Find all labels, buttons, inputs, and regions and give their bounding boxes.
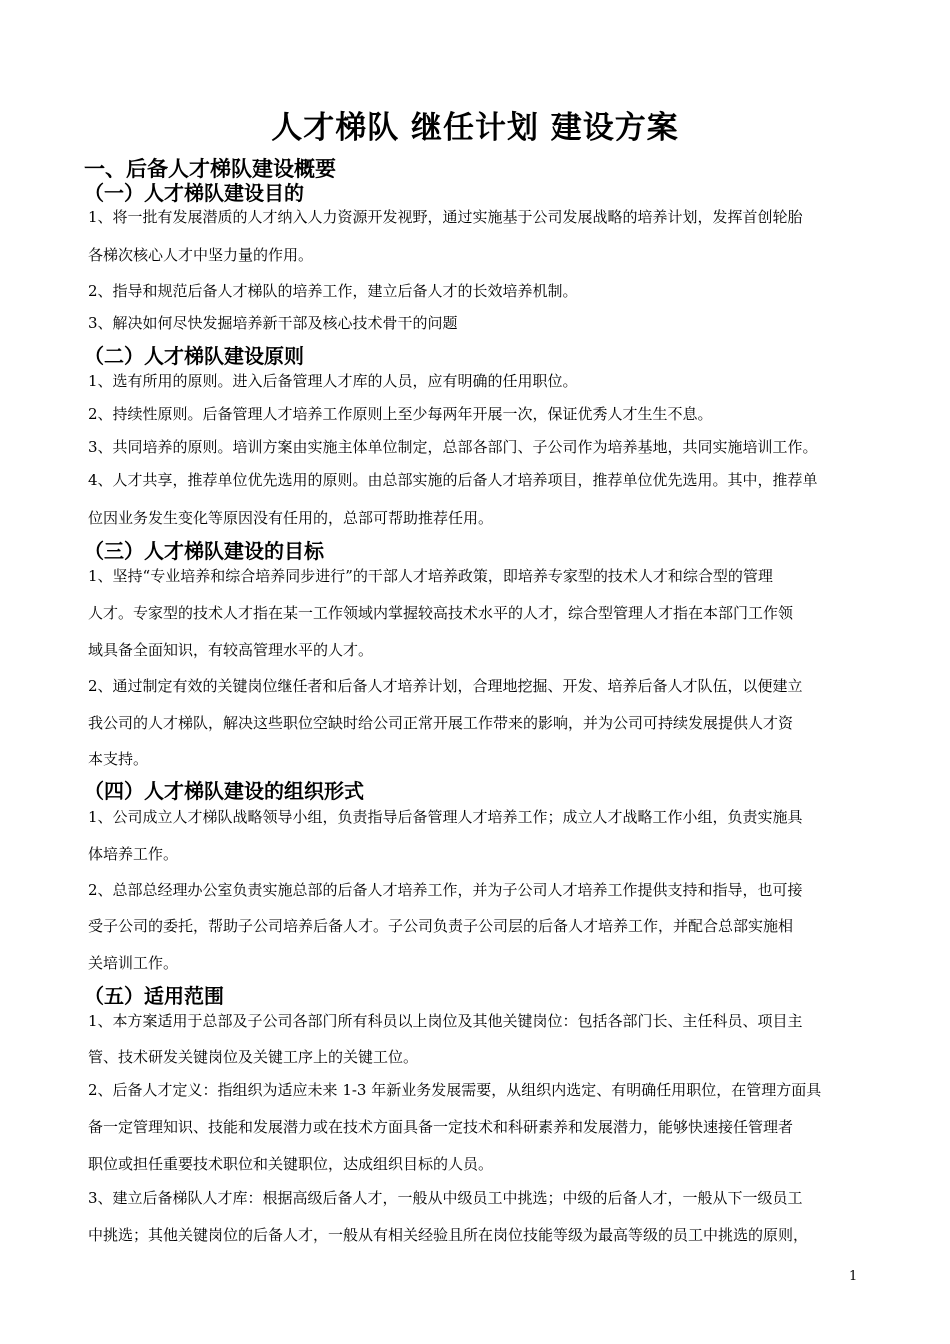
subsection-heading-scope: （五）适用范围 [84, 984, 224, 1008]
subsection-heading-organization: （四）人才梯队建设的组织形式 [84, 779, 364, 803]
paragraph-line: 2、总部总经理办公室负责实施总部的后备人才培养工作，并为子公司人才培养工作提供支持和指导，也可接 [88, 881, 803, 899]
paragraph-line: 各梯次核心人才中坚力量的作用。 [88, 246, 314, 264]
subsection-heading-principles: （二）人才梯队建设原则 [84, 344, 304, 368]
paragraph-line: 位因业务发生变化等原因没有任用的，总部可帮助推荐任用。 [88, 509, 494, 527]
section-heading-overview: 一、后备人才梯队建设概要 [84, 156, 336, 181]
paragraph-line: 1、选有所用的原则。进入后备管理人才库的人员，应有明确的任用职位。 [88, 372, 578, 390]
paragraph-line: 人才。专家型的技术人才指在某一工作领域内掌握较高技术水平的人才，综合型管理人才指在本部门工作领 [88, 604, 794, 622]
paragraph-line: 职位或担任重要技术职位和关键职位，达成组织目标的人员。 [88, 1155, 494, 1173]
paragraph-line: 关培训工作。 [88, 954, 179, 972]
paragraph-line: 3、共同培养的原则。培训方案由实施主体单位制定，总部各部门、子公司作为培养基地，共同实施培训工作。 [88, 438, 818, 456]
paragraph-line: 1、坚持“专业培养和综合培养同步进行”的干部人才培养政策，即培养专家型的技术人才和综合型的管理 [88, 567, 773, 585]
subsection-heading-goals: （三）人才梯队建设的目标 [84, 539, 324, 563]
paragraph-line: 域具备全面知识，有较高管理水平的人才。 [88, 641, 374, 659]
paragraph-line: 中挑选；其他关键岗位的后备人才，一般从有相关经验且所在岗位技能等级为最高等级的员工中挑选的原则， [88, 1226, 809, 1244]
paragraph-line: 3、建立后备梯队人才库：根据高级后备人才，一般从中级员工中挑选；中级的后备人才，一般从下一级员工 [88, 1189, 803, 1207]
page-number: 1 [849, 1269, 858, 1284]
paragraph-line: 2、持续性原则。后备管理人才培养工作原则上至少每两年开展一次，保证优秀人才生生不息。 [88, 405, 713, 423]
paragraph-line: 1、公司成立人才梯队战略领导小组，负责指导后备管理人才培养工作；成立人才战略工作小组，负责实施具 [88, 808, 803, 826]
subsection-heading-purpose: （一）人才梯队建设目的 [84, 181, 304, 205]
paragraph-line: 我公司的人才梯队，解决这些职位空缺时给公司正常开展工作带来的影响，并为公司可持续发展提供人才资 [88, 714, 794, 732]
document-title: 人才梯队 继任计划 建设方案 [271, 110, 679, 146]
paragraph-line: 2、通过制定有效的关键岗位继任者和后备人才培养计划，合理地挖掘、开发、培养后备人才队伍，以便建立 [88, 677, 803, 695]
paragraph-line: 本支持。 [88, 750, 149, 768]
paragraph-line: 3、解决如何尽快发掘培养新干部及核心技术骨干的问题 [88, 314, 458, 332]
paragraph-line: 4、人才共享，推荐单位优先选用的原则。由总部实施的后备人才培养项目，推荐单位优先选用。其中，推荐单 [88, 471, 818, 489]
paragraph-line: 受子公司的委托，帮助子公司培养后备人才。子公司负责子公司层的后备人才培养工作，并配合总部实施相 [88, 917, 794, 935]
paragraph-line: 2、后备人才定义：指组织为适应未来 1-3 年新业务发展需要，从组织内选定、有明确任用职位，在管理方面具 [88, 1081, 822, 1099]
paragraph-line: 1、将一批有发展潜质的人才纳入人力资源开发视野，通过实施基于公司发展战略的培养计划，发挥首创轮胎 [88, 208, 803, 226]
paragraph-line: 管、技术研发关键岗位及关键工序上的关键工位。 [88, 1048, 419, 1066]
paragraph-line: 1、本方案适用于总部及子公司各部门所有科员以上岗位及其他关键岗位：包括各部门长、主任科员、项目主 [88, 1012, 803, 1030]
paragraph-line: 体培养工作。 [88, 845, 179, 863]
paragraph-line: 备一定管理知识、技能和发展潜力或在技术方面具备一定技术和科研素养和发展潜力，能够快速接任管理者 [88, 1118, 794, 1136]
paragraph-line: 2、指导和规范后备人才梯队的培养工作，建立后备人才的长效培养机制。 [88, 282, 578, 300]
